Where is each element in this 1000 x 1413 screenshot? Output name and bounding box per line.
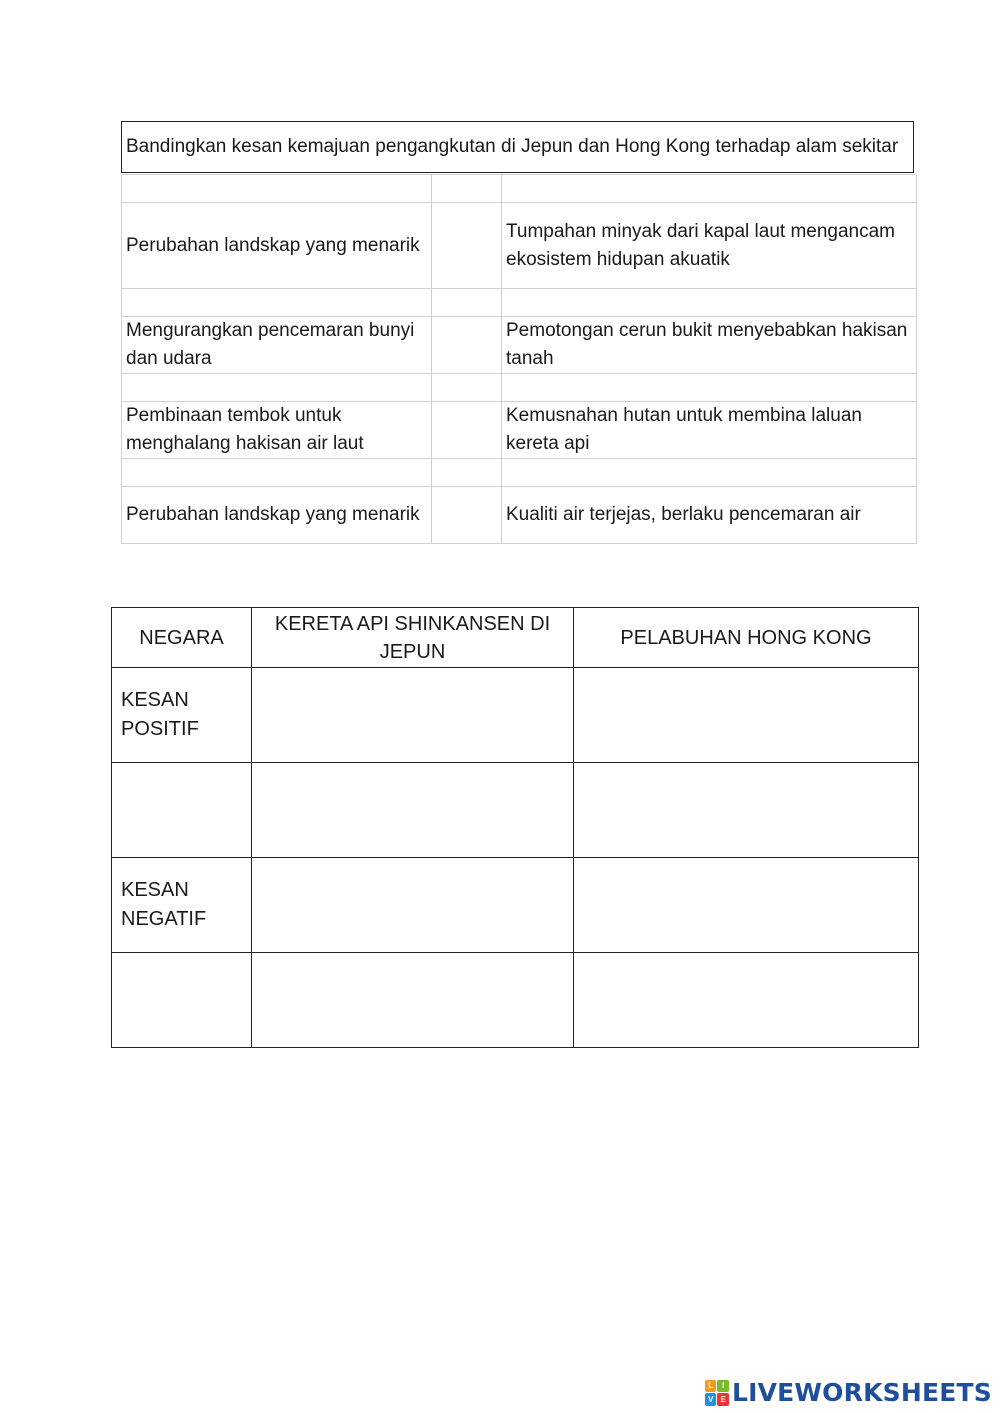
header-hong-kong: PELABUHAN HONG KONG — [574, 608, 919, 668]
drop-zone-shinkansen-positive-2[interactable] — [252, 763, 574, 858]
header-negara: NEGARA — [112, 608, 252, 668]
drop-zone-hongkong-negative-1[interactable] — [574, 858, 919, 953]
option-gap — [432, 317, 502, 374]
option-row — [122, 317, 917, 374]
logo-mark-l: L — [705, 1380, 717, 1393]
option-right-1[interactable]: Tumpahan minyak dari kapal laut mengancam ekosistem hidupan akuatik — [502, 203, 917, 289]
spacer-row — [122, 289, 917, 317]
option-left-4[interactable]: Perubahan landskap yang menarik — [122, 487, 432, 544]
answer-row-positive-2 — [112, 763, 919, 858]
option-left-2[interactable]: Mengurangkan pencemaran bunyi dan udara — [122, 317, 432, 374]
spacer-row — [122, 374, 917, 402]
liveworksheets-logo — [705, 1378, 992, 1407]
options-table — [121, 174, 917, 544]
drop-zone-shinkansen-negative-1[interactable] — [252, 858, 574, 953]
logo-wordmark: LIVEWORKSHEETS — [731, 1378, 992, 1407]
option-left-3[interactable]: Pembinaan tembok untuk menghalang hakisan air laut — [122, 402, 432, 459]
answer-header-row — [112, 608, 919, 668]
logo-mark-v: V — [705, 1393, 717, 1406]
option-row — [122, 487, 917, 544]
drop-zone-shinkansen-negative-2[interactable] — [252, 953, 574, 1048]
row-label-positive: KESAN POSITIF — [112, 668, 252, 763]
row-label-empty — [112, 953, 252, 1048]
answer-table — [111, 607, 919, 1048]
option-right-2[interactable]: Pemotongan cerun bukit menyebabkan hakisan tanah — [502, 317, 917, 374]
spacer-row — [122, 459, 917, 487]
option-row — [122, 203, 917, 289]
option-gap — [432, 203, 502, 289]
row-label-negative: KESAN NEGATIF — [112, 858, 252, 953]
drop-zone-hongkong-positive-1[interactable] — [574, 668, 919, 763]
drop-zone-hongkong-positive-2[interactable] — [574, 763, 919, 858]
row-label-empty — [112, 763, 252, 858]
option-gap — [432, 487, 502, 544]
option-right-3[interactable]: Kemusnahan hutan untuk membina laluan kereta api — [502, 402, 917, 459]
answer-row-negative-1 — [112, 858, 919, 953]
logo-mark-i: I — [717, 1380, 729, 1393]
drop-zone-hongkong-negative-2[interactable] — [574, 953, 919, 1048]
option-gap — [432, 402, 502, 459]
spacer-row — [122, 175, 917, 203]
option-row — [122, 402, 917, 459]
answer-row-positive-1 — [112, 668, 919, 763]
drop-zone-shinkansen-positive-1[interactable] — [252, 668, 574, 763]
option-left-1[interactable]: Perubahan landskap yang menarik — [122, 203, 432, 289]
header-shinkansen: KERETA API SHINKANSEN DI JEPUN — [252, 608, 574, 668]
liveworksheets-logo-icon — [705, 1380, 729, 1406]
instruction-title: Bandingkan kesan kemajuan pengangkutan di Jepun dan Hong Kong terhadap alam sekitar — [121, 121, 914, 173]
logo-mark-e: E — [717, 1393, 729, 1406]
answer-row-negative-2 — [112, 953, 919, 1048]
option-right-4[interactable]: Kualiti air terjejas, berlaku pencemaran air — [502, 487, 917, 544]
